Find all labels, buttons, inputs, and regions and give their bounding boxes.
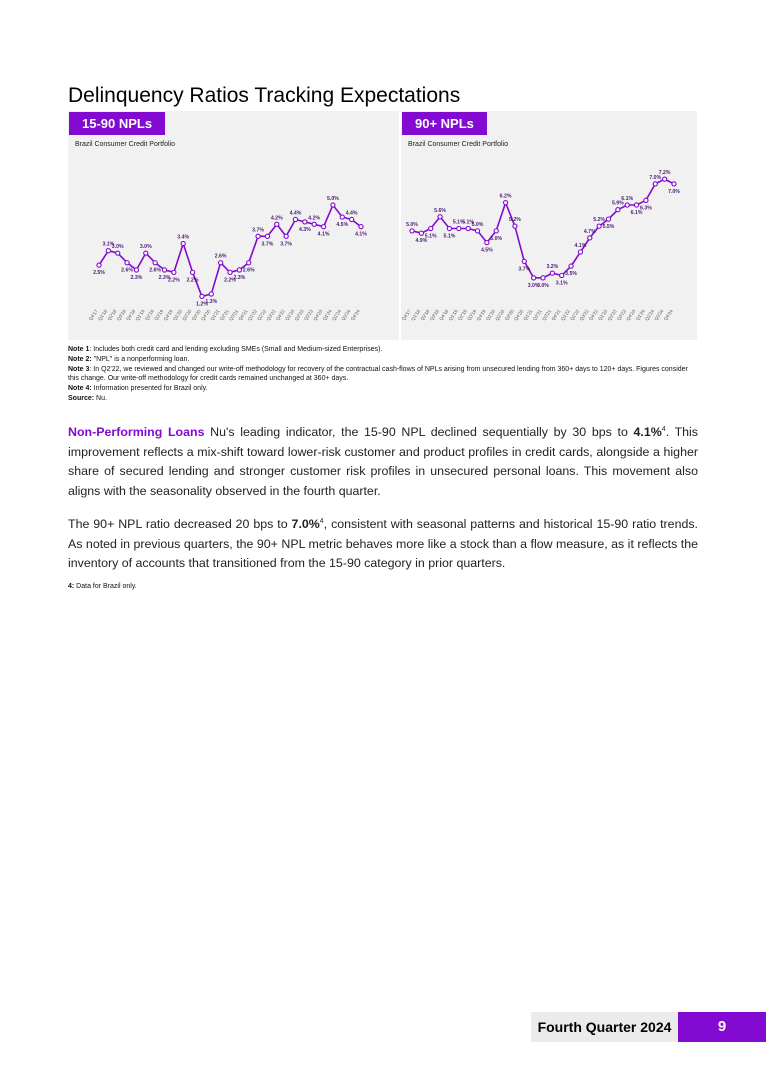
- data-point: [475, 229, 479, 233]
- data-point: [340, 215, 344, 219]
- x-tick-label: Q1'19: [134, 308, 146, 322]
- chart-15-90-plot: [68, 111, 399, 340]
- x-tick-label: Q2'21: [531, 308, 543, 322]
- data-label: 3.0%: [537, 282, 549, 289]
- data-label: 5.0%: [406, 221, 418, 228]
- page-number: 9: [678, 1012, 766, 1042]
- chart-notes: [68, 345, 698, 404]
- data-label: 5.0%: [490, 235, 503, 242]
- x-tick-label: Q1'22: [559, 308, 571, 322]
- x-tick-label: Q4'18: [125, 308, 137, 322]
- x-tick-label: Q3'22: [265, 308, 277, 322]
- paragraph-text: Nu's leading indicator, the 15-90 NPL declined sequentially by 30 bps to: [204, 425, 634, 439]
- note-1: [68, 345, 698, 355]
- data-point: [522, 259, 526, 263]
- x-tick-label: Q4'22: [274, 308, 286, 322]
- data-point: [625, 203, 629, 207]
- data-point: [419, 231, 423, 235]
- data-label: 2.6%: [242, 267, 255, 274]
- data-label: 5.5%: [602, 224, 615, 231]
- data-point: [457, 226, 461, 230]
- x-tick-label: Q2'19: [456, 308, 468, 322]
- data-label: 5.1%: [452, 219, 465, 226]
- footnote-ref: 4: [319, 517, 324, 525]
- data-label: 3.4%: [177, 234, 190, 241]
- data-point: [663, 177, 667, 181]
- data-point: [331, 203, 335, 207]
- data-point: [116, 251, 120, 255]
- x-tick-label: Q4'23: [312, 308, 324, 322]
- chart-90-plus-npl: [401, 111, 697, 340]
- footer-report-label: Fourth Quarter 2024: [531, 1012, 678, 1042]
- x-tick-label: Q4'20: [200, 308, 212, 322]
- x-tick-label: Q1'21: [209, 308, 221, 322]
- data-label: 6.1%: [621, 196, 634, 203]
- x-tick-label: Q3'24: [340, 308, 352, 322]
- data-point: [293, 217, 297, 221]
- data-point: [588, 236, 592, 240]
- x-tick-label: Q3'23: [615, 308, 628, 322]
- data-point: [303, 220, 307, 224]
- note-label: Source:: [68, 394, 95, 402]
- x-tick-label: Q3'22: [578, 308, 590, 322]
- data-point: [606, 217, 610, 221]
- data-label: 5.2%: [509, 217, 521, 224]
- data-point: [237, 268, 241, 272]
- data-label: 2.5%: [93, 270, 105, 277]
- x-tick-label: Q1'21: [522, 308, 534, 322]
- data-point: [653, 182, 657, 186]
- x-tick-label: Q1'19: [447, 308, 459, 322]
- data-point: [200, 294, 204, 298]
- x-tick-label: Q1'24: [321, 308, 333, 322]
- x-tick-label: Q2'24: [331, 308, 343, 322]
- data-point: [438, 215, 442, 219]
- data-point: [410, 229, 414, 233]
- note-text: "NPL" is a nonperforming loan.: [91, 355, 190, 363]
- data-point: [503, 201, 507, 205]
- x-tick-label: Q3'23: [302, 308, 315, 322]
- note-label: Note 1: [68, 346, 90, 353]
- data-point: [265, 234, 269, 238]
- x-tick-label: Q1'18: [410, 308, 422, 322]
- chart-90-plus-plot: [401, 111, 697, 340]
- x-tick-label: Q1'20: [171, 308, 184, 322]
- data-label: 5.1%: [462, 219, 475, 226]
- footnote-label: 4:: [68, 583, 75, 590]
- page-title: Delinquency Ratios Tracking Expectations: [68, 84, 461, 107]
- paragraph-value: 7.0%: [291, 517, 320, 531]
- x-tick-label: Q4'17: [400, 308, 412, 322]
- data-label: 6.2%: [499, 193, 512, 200]
- data-label: 4.2%: [308, 215, 321, 222]
- footnote: [68, 583, 137, 590]
- data-label: 4.4%: [345, 210, 358, 217]
- x-tick-label: Q1'24: [634, 308, 646, 322]
- x-tick-label: Q2'21: [218, 308, 230, 322]
- x-tick-label: Q1'20: [484, 308, 497, 322]
- data-label: 4.2%: [270, 215, 283, 222]
- data-point: [359, 225, 363, 229]
- x-tick-label: Q3'18: [428, 308, 440, 322]
- data-point: [97, 263, 101, 267]
- note-2: [68, 355, 698, 365]
- data-label: 5.9%: [611, 200, 624, 207]
- x-tick-label: Q1'18: [97, 308, 109, 322]
- data-label: 2.3%: [233, 274, 246, 281]
- x-tick-label: Q2'20: [181, 308, 193, 322]
- data-point: [447, 226, 451, 230]
- data-point: [429, 226, 433, 230]
- x-tick-label: Q1'23: [284, 308, 296, 322]
- x-tick-label: Q2'22: [569, 308, 581, 322]
- data-point: [228, 270, 232, 274]
- data-point: [541, 276, 545, 280]
- data-label: 2.6%: [214, 253, 227, 260]
- note-label: Note 3: [68, 365, 90, 373]
- x-tick-label: Q2'20: [494, 308, 506, 322]
- note-text: : Includes both credit card and lending excluding SMEs (Small and Medium-sized Enterprises).: [89, 346, 383, 353]
- data-point: [134, 268, 138, 272]
- data-point: [597, 224, 601, 228]
- note-text: Information presented for Brazil only.: [91, 385, 208, 393]
- data-point: [162, 268, 166, 272]
- data-point: [616, 208, 620, 212]
- x-tick-label: Q3'19: [466, 308, 478, 322]
- chart-15-90-title: 15-90 NPLs: [69, 112, 165, 135]
- data-point: [256, 234, 260, 238]
- chart-90-plus-title: 90+ NPLs: [402, 112, 487, 135]
- data-label: 3.0%: [527, 282, 540, 289]
- data-label: 2.2%: [186, 277, 199, 284]
- data-point: [247, 261, 251, 265]
- chart-15-90-subtitle: Brazil Consumer Credit Portfolio: [75, 141, 175, 148]
- x-tick-label: Q3'21: [228, 308, 240, 322]
- data-label: 2.6%: [149, 267, 162, 274]
- paragraph-text: , consistent with seasonal patterns and historical 15-90 ratio trends. As noted in previous quarters, the 90+ NPL metric behaves more like a stock than a flow measure, as it reflects the inventory of accounts that transitioned from the 15-90 category in prior quarters.: [68, 517, 698, 570]
- paragraph-lead: Non-Performing Loans: [68, 425, 205, 439]
- data-label: 2.2%: [224, 277, 236, 284]
- data-point: [550, 271, 554, 275]
- x-tick-label: Q3'20: [503, 308, 515, 322]
- data-label: 3.0%: [139, 244, 152, 251]
- data-label: 3.7%: [252, 227, 264, 234]
- x-tick-label: Q3'18: [115, 308, 127, 322]
- data-label: 3.0%: [111, 244, 124, 251]
- x-tick-label: Q1'23: [597, 308, 609, 322]
- note-label: Note 2:: [68, 355, 92, 363]
- data-point: [144, 251, 148, 255]
- data-label: 4.7%: [583, 228, 596, 235]
- paragraph-text: The 90+ NPL ratio decreased 20 bps to: [68, 517, 292, 531]
- data-label: 1.2%: [196, 301, 208, 308]
- data-point: [350, 217, 354, 221]
- data-label: 4.9%: [415, 238, 428, 245]
- data-point: [578, 250, 582, 254]
- data-point: [532, 276, 536, 280]
- data-label: 3.2%: [546, 264, 559, 271]
- x-tick-label: Q4'21: [550, 308, 562, 322]
- data-label: 3.7%: [261, 241, 274, 248]
- data-label: 5.0%: [471, 221, 484, 228]
- data-label: 5.2%: [593, 217, 606, 224]
- x-tick-label: Q4'19: [162, 308, 174, 322]
- note-text: Nu.: [94, 394, 107, 402]
- data-label: 7.0%: [649, 174, 662, 181]
- data-label: 1.3%: [205, 298, 218, 305]
- data-label: 4.1%: [355, 231, 367, 238]
- x-tick-label: Q3'19: [153, 308, 165, 322]
- footnote-ref: 4: [661, 425, 666, 433]
- paragraph-non-performing-loans: [68, 423, 698, 501]
- x-tick-label: Q3'21: [541, 308, 553, 322]
- data-point: [485, 240, 489, 244]
- x-tick-label: Q4'17: [87, 308, 99, 322]
- x-tick-label: Q4'18: [438, 308, 450, 322]
- x-tick-label: Q2'18: [106, 308, 118, 322]
- data-point: [634, 203, 638, 207]
- data-label: 4.1%: [317, 231, 330, 238]
- x-tick-label: Q4'22: [587, 308, 599, 322]
- paragraph-value: 4.1%: [633, 425, 662, 439]
- data-point: [494, 229, 498, 233]
- paragraph-text: . This improvement reflects a mix-shift toward lower-risk customer and product profiles in credit cards, alongside a higher share of secured lending and stronger customer risk profiles in unsecured personal loans. This movement also aligns with the seasonality observed in the fourth quarter.: [68, 425, 698, 498]
- note-text: : In Q2'22, we reviewed and changed our write-off methodology for recovery of the contractual cash-flows of NPLs arising from unsecured lending from 360+ days to 120+ days. Figures consider this change. Our write-off methodology for credit cards remained unchanged at 360+ days.: [68, 365, 688, 383]
- x-tick-label: Q2'18: [419, 308, 431, 322]
- data-point: [560, 273, 564, 277]
- data-label: 2.2%: [167, 277, 180, 284]
- note-source: [68, 394, 698, 404]
- data-point: [125, 261, 129, 265]
- data-point: [672, 182, 676, 186]
- x-tick-label: Q2'24: [644, 308, 656, 322]
- x-tick-label: Q3'20: [190, 308, 202, 322]
- data-label: 4.5%: [480, 247, 493, 254]
- note-4: [68, 384, 698, 394]
- x-tick-label: Q4'24: [662, 308, 674, 322]
- data-point: [219, 261, 223, 265]
- data-point: [284, 234, 288, 238]
- data-point: [513, 224, 517, 228]
- data-point: [644, 198, 648, 202]
- data-point: [181, 241, 185, 245]
- data-label: 2.3%: [130, 274, 143, 281]
- x-tick-label: Q2'22: [256, 308, 268, 322]
- data-point: [466, 226, 470, 230]
- x-tick-label: Q2'23: [606, 308, 618, 322]
- data-point: [312, 222, 316, 226]
- x-tick-label: Q4'19: [475, 308, 487, 322]
- x-tick-label: Q2'19: [143, 308, 155, 322]
- note-label: Note 4:: [68, 385, 92, 393]
- data-point: [106, 249, 110, 253]
- x-tick-label: Q4'21: [237, 308, 249, 322]
- data-label: 3.5%: [565, 271, 577, 278]
- data-label: 3.7%: [518, 266, 531, 273]
- x-tick-label: Q4'24: [349, 308, 361, 322]
- data-label: 4.3%: [298, 226, 311, 233]
- data-point: [569, 264, 573, 268]
- x-tick-label: Q4'23: [625, 308, 637, 322]
- data-label: 4.5%: [336, 222, 349, 229]
- data-label: 3.7%: [280, 241, 293, 248]
- x-tick-label: Q2'23: [293, 308, 305, 322]
- chart-15-90-npl: [68, 111, 399, 340]
- data-label: 3.1%: [102, 241, 115, 248]
- data-label: 2.6%: [121, 267, 133, 274]
- data-point: [190, 270, 194, 274]
- data-point: [209, 292, 213, 296]
- data-point: [321, 225, 325, 229]
- x-tick-label: Q3'24: [653, 308, 665, 322]
- data-label: 4.4%: [289, 210, 302, 217]
- data-label: 7.2%: [658, 170, 671, 177]
- data-label: 4.1%: [574, 242, 587, 249]
- data-point: [172, 270, 176, 274]
- data-label: 3.1%: [555, 280, 568, 287]
- data-point: [275, 222, 279, 226]
- chart-90-plus-subtitle: Brazil Consumer Credit Portfolio: [408, 141, 508, 148]
- data-label: 5.1%: [424, 233, 437, 240]
- note-3: [68, 365, 698, 385]
- data-point: [153, 261, 157, 265]
- data-label: 7.0%: [668, 188, 680, 195]
- data-label: 2.3%: [158, 274, 171, 281]
- data-label: 5.0%: [327, 196, 339, 203]
- paragraph-90-plus-npl: [68, 515, 698, 574]
- data-label: 6.3%: [640, 205, 652, 212]
- data-label: 5.6%: [434, 207, 446, 214]
- footnote-text: Data for Brazil only.: [74, 583, 137, 590]
- data-label: 5.1%: [443, 233, 456, 240]
- data-label: 6.1%: [630, 210, 643, 217]
- x-tick-label: Q4'20: [513, 308, 525, 322]
- x-tick-label: Q1'22: [246, 308, 258, 322]
